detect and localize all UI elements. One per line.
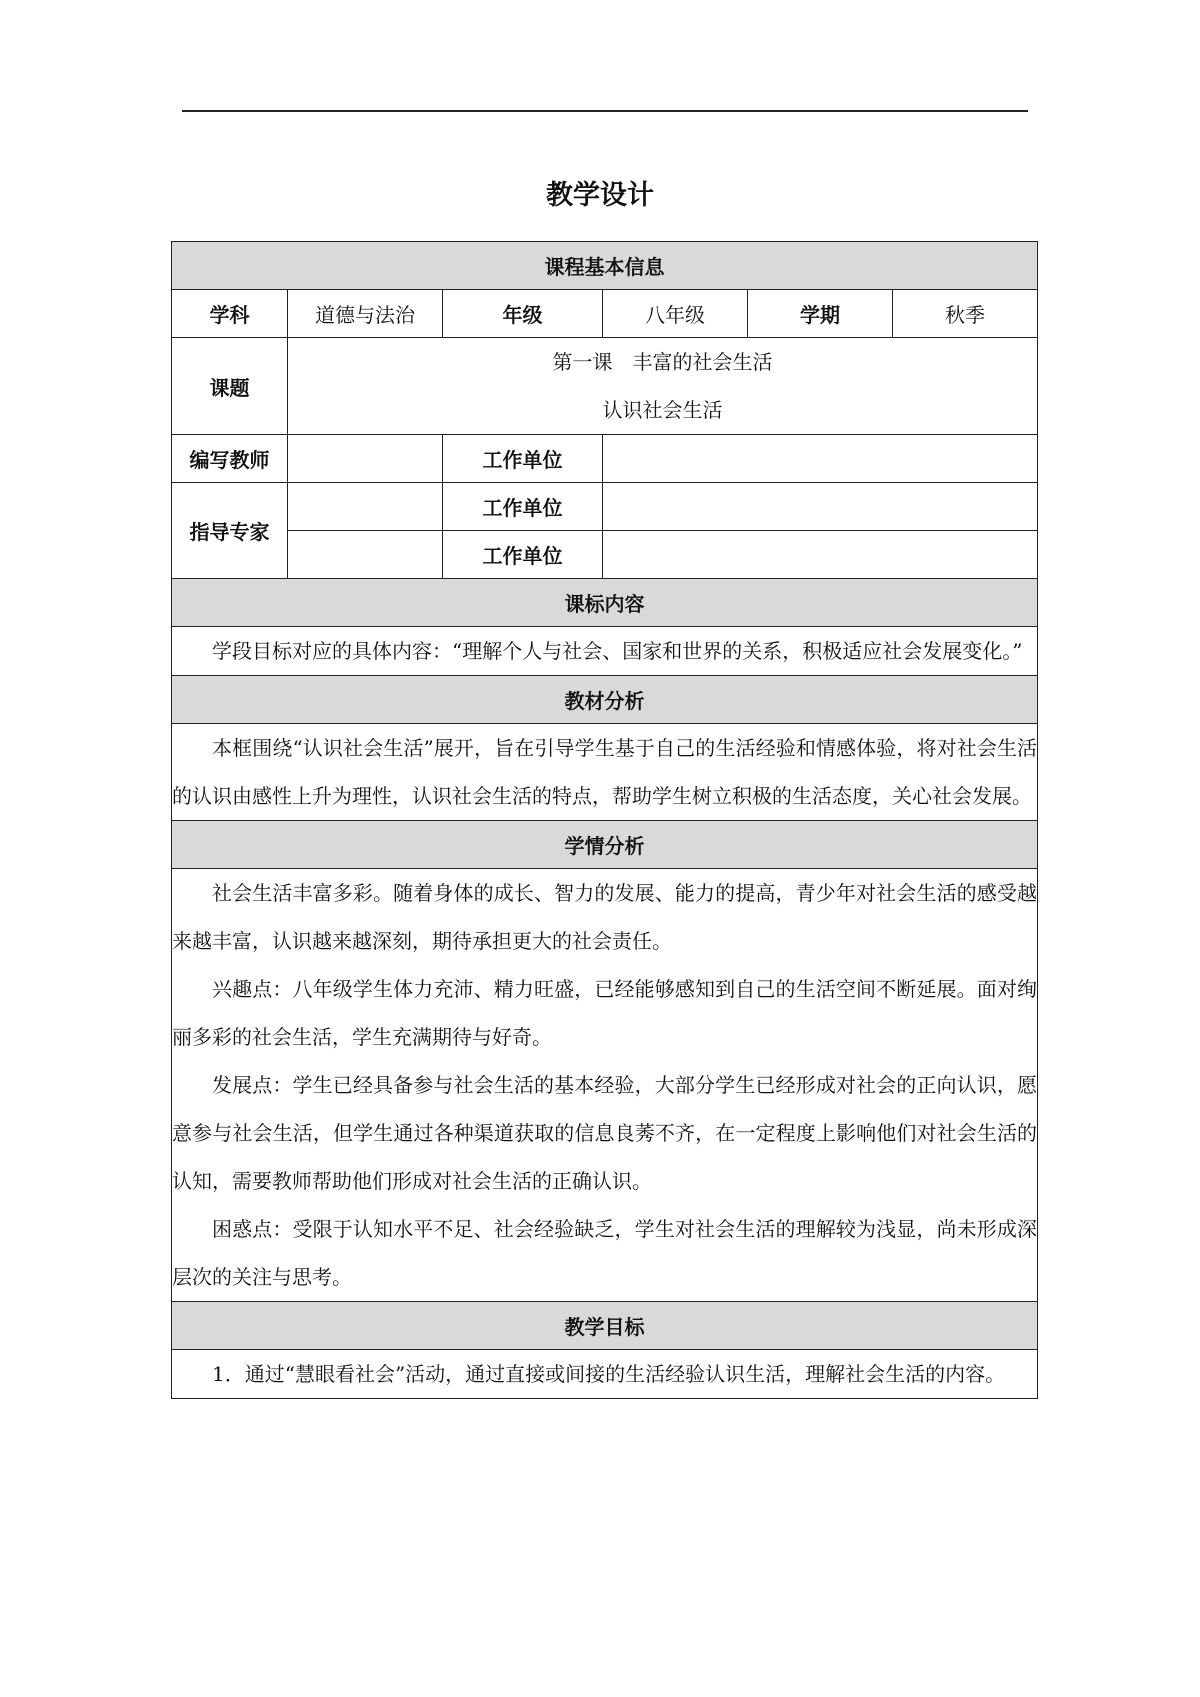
advisor-1-unit-label: 工作单位 [443, 483, 603, 531]
advisor-2-unit-value [603, 531, 1038, 579]
standard-content [172, 627, 1038, 676]
advisor-1-unit-value [603, 483, 1038, 531]
textbook-content-row [172, 724, 1038, 821]
textbook-header-row [172, 676, 1038, 724]
advisor-2-value [288, 531, 443, 579]
textbook-content [172, 724, 1038, 821]
term-value: 秋季 [893, 290, 1038, 338]
author-row [172, 435, 1038, 483]
standard-content-row [172, 627, 1038, 676]
topic-row [172, 338, 1038, 435]
topic-value [288, 338, 1038, 435]
students-development: 发展点：学生已经具备参与社会生活的基本经验，大部分学生已经形成对社会的正向认识，愿意参与社会生活，但学生通过各种渠道获取的信息良莠不齐，在一定程度上影响他们对社会生活的认知，需要教师帮助他们形成对社会生活的正确认识。 [172, 1073, 1038, 1193]
standard-text: 学段目标对应的具体内容：“理解个人与社会、国家和世界的关系，积极适应社会发展变化。” [212, 639, 1023, 663]
students-header: 学情分析 [172, 821, 1038, 869]
advisor-1-value [288, 483, 443, 531]
objectives-content [172, 1350, 1038, 1399]
students-overview: 社会生活丰富多彩。随着身体的成长、智力的发展、能力的提高，青少年对社会生活的感受越来越丰富，认识越来越深刻，期待承担更大的社会责任。 [172, 881, 1038, 953]
advisor-row-1 [172, 483, 1038, 531]
textbook-header: 教材分析 [172, 676, 1038, 724]
author-value [288, 435, 443, 483]
advisor-label: 指导专家 [172, 483, 288, 579]
grade-label: 年级 [443, 290, 603, 338]
textbook-text: 本框围绕“认识社会生活”展开，旨在引导学生基于自己的生活经验和情感体验，将对社会生活的认识由感性上升为理性，认识社会生活的特点，帮助学生树立积极的生活态度，关心社会发展。 [172, 736, 1038, 808]
subject-value: 道德与法治 [288, 290, 443, 338]
standard-header: 课标内容 [172, 579, 1038, 627]
lesson-title: 第一课 丰富的社会生活 [552, 350, 773, 374]
term-label: 学期 [748, 290, 893, 338]
lesson-design-table [171, 241, 1038, 1399]
objectives-header: 教学目标 [172, 1302, 1038, 1350]
basic-info-header: 课程基本信息 [172, 242, 1038, 290]
author-unit-value [603, 435, 1038, 483]
author-label: 编写教师 [172, 435, 288, 483]
section-title: 认识社会生活 [602, 398, 723, 422]
students-confusion: 困惑点：受限于认知水平不足、社会经验缺乏，学生对社会生活的理解较为浅显，尚未形成深层次的关注与思考。 [172, 1217, 1038, 1289]
standard-header-row [172, 579, 1038, 627]
author-unit-label: 工作单位 [443, 435, 603, 483]
advisor-row-2 [172, 531, 1038, 579]
objectives-content-row [172, 1350, 1038, 1399]
header-rule [182, 110, 1028, 112]
basic-info-row [172, 290, 1038, 338]
document-title: 教学设计 [546, 180, 654, 211]
basic-info-header-row [172, 242, 1038, 290]
topic-label: 课题 [172, 338, 288, 435]
students-content [172, 869, 1038, 1302]
objectives-header-row [172, 1302, 1038, 1350]
grade-value: 八年级 [603, 290, 748, 338]
advisor-2-unit-label: 工作单位 [443, 531, 603, 579]
students-header-row [172, 821, 1038, 869]
subject-label: 学科 [172, 290, 288, 338]
students-content-row [172, 869, 1038, 1302]
students-interest: 兴趣点：八年级学生体力充沛、精力旺盛，已经能够感知到自己的生活空间不断延展。面对绚丽多彩的社会生活，学生充满期待与好奇。 [172, 977, 1038, 1049]
objective-item: 1．通过“慧眼看社会”活动，通过直接或间接的生活经验认识生活，理解社会生活的内容。 [212, 1362, 1006, 1386]
